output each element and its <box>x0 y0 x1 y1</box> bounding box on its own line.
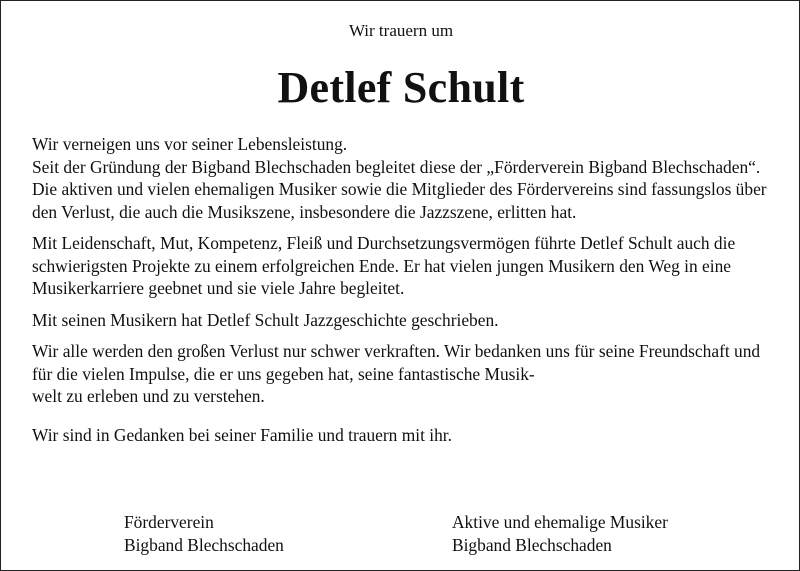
paragraph-achievements: Mit Leidenschaft, Mut, Kompetenz, Fleiß und Durchsetzungsvermögen führte Detlef Schult auch die schwierigsten Projekte zu einem erfolgreichen Ende. Er hat vielen jungen Musikern den Weg in eine Musikerkarriere geebnet und sie viele Jahre begleitet. <box>32 233 736 298</box>
signature-left-line2: Bigband Blechschaden <box>124 534 284 555</box>
paragraph-gratitude: Wir alle werden den großen Verlust nur schwer verkraften. Wir bedanken uns für seine Freundschaft und für die vielen Impulse, die er uns gegeben hat, seine fantastische Musik- welt zu erleben und zu verstehen. <box>32 341 761 406</box>
intro-line: Wir trauern um <box>348 21 454 40</box>
signature-right-line1: Aktive und ehemalige Musiker <box>452 512 668 532</box>
paragraph-tribute: Wir verneigen uns vor seiner Lebensleistung. Seit der Gründung der Bigband Blechschaden begleitet diese der „Förderverein Bigband Blechschaden“. Die aktiven und vielen ehemaligen Musiker sowie die Mitglieder des Fördervereins sind fassungslos über den Verlust, die auch die Musikszene, insbesondere die Jazzszene, erlitten hat. <box>32 134 767 222</box>
notice-body <box>32 133 777 446</box>
signature-musiker <box>452 511 668 556</box>
paragraph-condolence: Wir sind in Gedanken bei seiner Familie und trauern mit ihr. <box>32 424 452 445</box>
signature-foerderverein <box>124 511 284 556</box>
deceased-name: Detlef Schult <box>277 63 525 112</box>
signature-right-line2: Bigband Blechschaden <box>452 534 612 555</box>
signature-left-line1: Förderverein <box>124 512 214 532</box>
paragraph-jazz-history: Mit seinen Musikern hat Detlef Schult Jazzgeschichte geschrieben. <box>32 309 499 330</box>
